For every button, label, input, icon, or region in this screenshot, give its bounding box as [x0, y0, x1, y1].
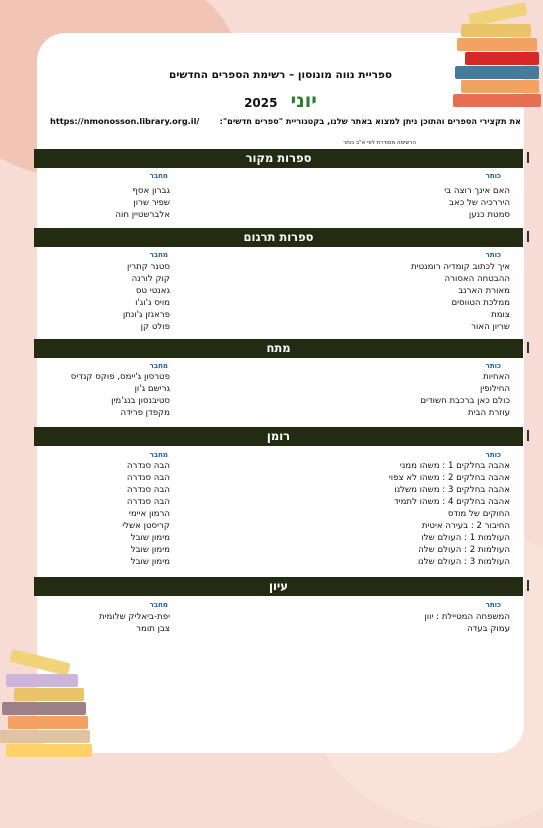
book-title: מאורת הארנב [458, 286, 510, 296]
book-title: אהבה בחלקים 3 : משהו משלנו [394, 485, 510, 495]
column-head-author: מחבר [149, 172, 168, 180]
list-item [40, 557, 510, 569]
list-item [40, 624, 510, 636]
list-item [40, 384, 510, 396]
list-item [40, 274, 510, 286]
column-head-author: מחבר [149, 251, 168, 259]
edge-mark [527, 342, 529, 353]
book-title: עמוק בעדה [466, 624, 510, 634]
book-title: סמטת כנען [468, 210, 510, 220]
book-author: הבה סנדרה [126, 461, 170, 471]
book-author: פולט קן [140, 322, 170, 332]
book-title: האחיות [483, 372, 510, 382]
book-author: פראנזן ג'ונתן [122, 310, 170, 320]
list-item [40, 545, 510, 557]
book-title: אהבה בחלקים 1 : משהו ממני [399, 461, 510, 471]
book-title: עוזרת הבית [467, 408, 510, 418]
book-title: אהבה בחלקים 2 : משהו לא צפוי [388, 473, 510, 483]
column-head-title: כותר [485, 172, 501, 180]
book-title: העולמות 3 : העולם שלנו [417, 557, 510, 567]
book-title: העולמות 2 : העולם שלה [418, 545, 510, 555]
section-header: רומן [34, 427, 523, 446]
books-stack-icon [0, 650, 100, 768]
book-title: החוקים של מודס [447, 509, 510, 519]
column-head-author: מחבר [149, 362, 168, 370]
book-title: שריון האור [471, 322, 510, 332]
column-head-title: כותר [485, 362, 501, 370]
section-header: עיון [34, 577, 523, 596]
info-line [50, 116, 521, 126]
book-author: גברון אסף [132, 186, 170, 196]
info-text: את תקצירי הספרים והתוכן ניתן למצוא באתר שלנו, בקטגוריית "ספרים חדשים": [219, 116, 521, 126]
book-author: פטרסון ג'יימס, פוקס קנדיס [70, 372, 170, 382]
book-author: מקפדן פרידה [120, 408, 170, 418]
list-item [40, 509, 510, 521]
sort-note: הרשימה מסודרת לפי א"ב כותר [343, 140, 416, 146]
book-author: הבה סנדרה [126, 497, 170, 507]
list-item [40, 262, 510, 274]
column-head-title: כותר [485, 601, 501, 609]
column-head-title: כותר [485, 451, 501, 459]
book-list [40, 262, 510, 334]
month-label: יוני [290, 90, 317, 112]
column-head-author: מחבר [149, 601, 168, 609]
book-list [40, 372, 510, 420]
section-header: מתח [34, 339, 523, 358]
book-author: קוק לורנה [131, 274, 170, 284]
book-title: כולם כאן ברכבת חשודים [420, 396, 510, 406]
section-header: ספרות מקור [34, 149, 523, 168]
book-title: אהבה בחלקים 4 : משהו לתמיד [393, 497, 510, 507]
list-item [40, 612, 510, 624]
book-author: סטנר קתרין [126, 262, 170, 272]
book-author: שפיר שרון [133, 198, 170, 208]
page-title: ספריית נווה מונוסון – רשימת הספרים החדשים [168, 69, 393, 81]
list-item [40, 322, 510, 334]
book-list [40, 461, 510, 569]
list-item [40, 497, 510, 509]
book-title: ממלכת הטווסים [451, 298, 510, 308]
book-title: העולמות 1 : העולם שלו [421, 533, 510, 543]
list-item [40, 396, 510, 408]
book-author: מויס ג'וג'ו [135, 298, 170, 308]
book-title: החיבור 2 : בעירה איטית [421, 521, 510, 531]
section-header: ספרות תרגום [34, 228, 523, 247]
edge-mark [527, 580, 529, 591]
list-item [40, 286, 510, 298]
edge-mark [527, 152, 529, 163]
book-title: ההבטחה האסורה [444, 274, 510, 284]
edge-mark [527, 430, 529, 441]
book-list [40, 612, 510, 636]
book-list [40, 186, 510, 222]
book-author: מימון שובל [130, 545, 170, 555]
book-title: המשפחה המטיילת : יוון [424, 612, 510, 622]
year-label: 2025 [244, 96, 278, 110]
book-author: מימון שובל [130, 533, 170, 543]
book-title: צומת [491, 310, 510, 320]
list-item [40, 186, 510, 198]
edge-mark [527, 231, 529, 242]
book-title: היררכיה של כאב [448, 198, 510, 208]
book-title: איך לכתוב קומדיה רומנטית [411, 262, 510, 272]
list-item [40, 408, 510, 420]
book-author: קריסטן אשלי [122, 521, 170, 531]
book-author: אלברשטיין חוה [115, 210, 170, 220]
list-item [40, 473, 510, 485]
book-title: החילופין [479, 384, 510, 394]
book-title: האם אינך רוצה בי [444, 186, 510, 196]
book-author: הבה סנדרה [126, 473, 170, 483]
list-item [40, 198, 510, 210]
book-author: הרמון איימי [128, 509, 170, 519]
book-author: מימון שובל [130, 557, 170, 567]
book-author: גרישם ג'ון [134, 384, 170, 394]
column-head-author: מחבר [149, 451, 168, 459]
list-item [40, 298, 510, 310]
list-item [40, 521, 510, 533]
list-item [40, 310, 510, 322]
list-item [40, 461, 510, 473]
book-author: גאנטי טס [135, 286, 170, 296]
month-year [37, 90, 524, 112]
column-head-title: כותר [485, 251, 501, 259]
list-item [40, 533, 510, 545]
list-item [40, 485, 510, 497]
book-author: צבן תומר [136, 624, 170, 634]
list-item [40, 210, 510, 222]
website-link[interactable]: https://nmonosson.library.org.il/ [50, 116, 200, 126]
book-author: הבה סנדרה [126, 485, 170, 495]
list-item [40, 372, 510, 384]
book-author: יפת-ביאליק שלומית [98, 612, 170, 622]
book-author: סטיבנסון בנג'מין [111, 396, 170, 406]
